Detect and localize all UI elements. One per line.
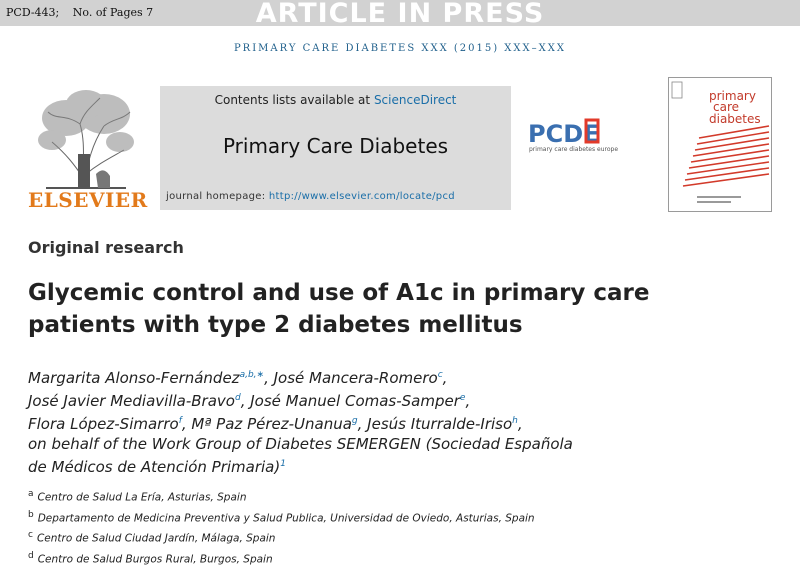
author-name: Mª Paz Pérez-Unanua [191,415,352,433]
cover-title-line2: care [713,100,739,114]
author-line: Flora López-Simarro$^f$, Mª Paz Pérez-Unanua$^g$, Jesús Iturralde-Iriso$^h$, [28,411,788,434]
banner-title: ARTICLE IN PRESS [0,0,800,29]
homepage-link[interactable]: http://www.elsevier.com/locate/pcd [269,191,455,202]
journal-cover [668,77,772,212]
group-line: de Médicos de Atención Primaria)$^1$ [28,454,788,477]
author-affiliation-marker[interactable]: d [235,393,241,403]
author-affiliation-marker[interactable]: f [179,416,182,426]
affiliation-item: $^d$ Centro de Salud Burgos Rural, Burgos, Spain [28,548,788,568]
author-name: Margarita Alonso-Fernández [28,369,240,387]
contents-line [160,93,511,107]
author-name: José Mancera-Romero [274,369,438,387]
cover-title-line3: diabetes [709,112,761,126]
author-affiliation-marker[interactable]: a,b,∗ [240,370,265,380]
author-affiliation-marker[interactable]: g [352,416,358,426]
pcde-logo-subtext: primary care diabetes europe [529,146,618,153]
affiliation-item: $^b$ Departamento de Medicina Preventiva y Salud Publica, Universidad de Oviedo, Asturias, Spain [28,507,788,528]
article-type: Original research [28,238,184,257]
author-affiliation-marker[interactable]: e [460,393,466,403]
article-code: PCD-443; [6,6,59,19]
journal-name: Primary Care Diabetes [160,134,511,158]
article-title [28,277,748,341]
cover-art [669,78,771,211]
affiliation-list [28,486,788,568]
sciencedirect-link[interactable]: ScienceDirect [374,93,456,107]
page-count: No. of Pages 7 [73,6,153,19]
pcde-logo-text: PCDE [528,120,600,148]
author-affiliation-marker[interactable]: c [438,370,443,380]
author-list [28,365,788,477]
contents-prefix: Contents lists available at [215,93,374,107]
author-line: José Javier Mediavilla-Bravo$^d$, José Manuel Comas-Samper$^e$, [28,388,788,411]
author-name: José Manuel Comas-Samper [250,392,460,410]
article-title-line2: patients with type 2 diabetes mellitus [28,309,748,341]
group-footnote-marker[interactable]: 1 [280,459,286,469]
author-name: Flora López-Simarro [28,415,179,433]
homepage-prefix: journal homepage: [166,191,269,202]
elsevier-wordmark: ELSEVIER [28,188,148,212]
cover-title-line1: primary [709,89,756,103]
article-title-line1: Glycemic control and use of A1c in primary care [28,277,748,309]
author-affiliation-marker[interactable]: h [512,416,518,426]
journal-homepage [166,191,455,202]
author-name: Jesús Iturralde-Iriso [367,415,512,433]
pcde-logo [528,118,634,154]
journal-running-head: PRIMARY CARE DIABETES XXX (2015) XXX–XXX [0,43,800,54]
author-name: José Javier Mediavilla-Bravo [28,392,235,410]
group-line: on behalf of the Work Group of Diabetes SEMERGEN (Sociedad Española [28,434,788,454]
author-line: Margarita Alonso-Fernández$^{a,b,∗}$, José Mancera-Romero$^c$, [28,365,788,388]
affiliation-item: $^a$ Centro de Salud La Ería, Asturias, Spain [28,486,788,507]
affiliation-item: $^c$ Centro de Salud Ciudad Jardín, Málaga, Spain [28,527,788,548]
